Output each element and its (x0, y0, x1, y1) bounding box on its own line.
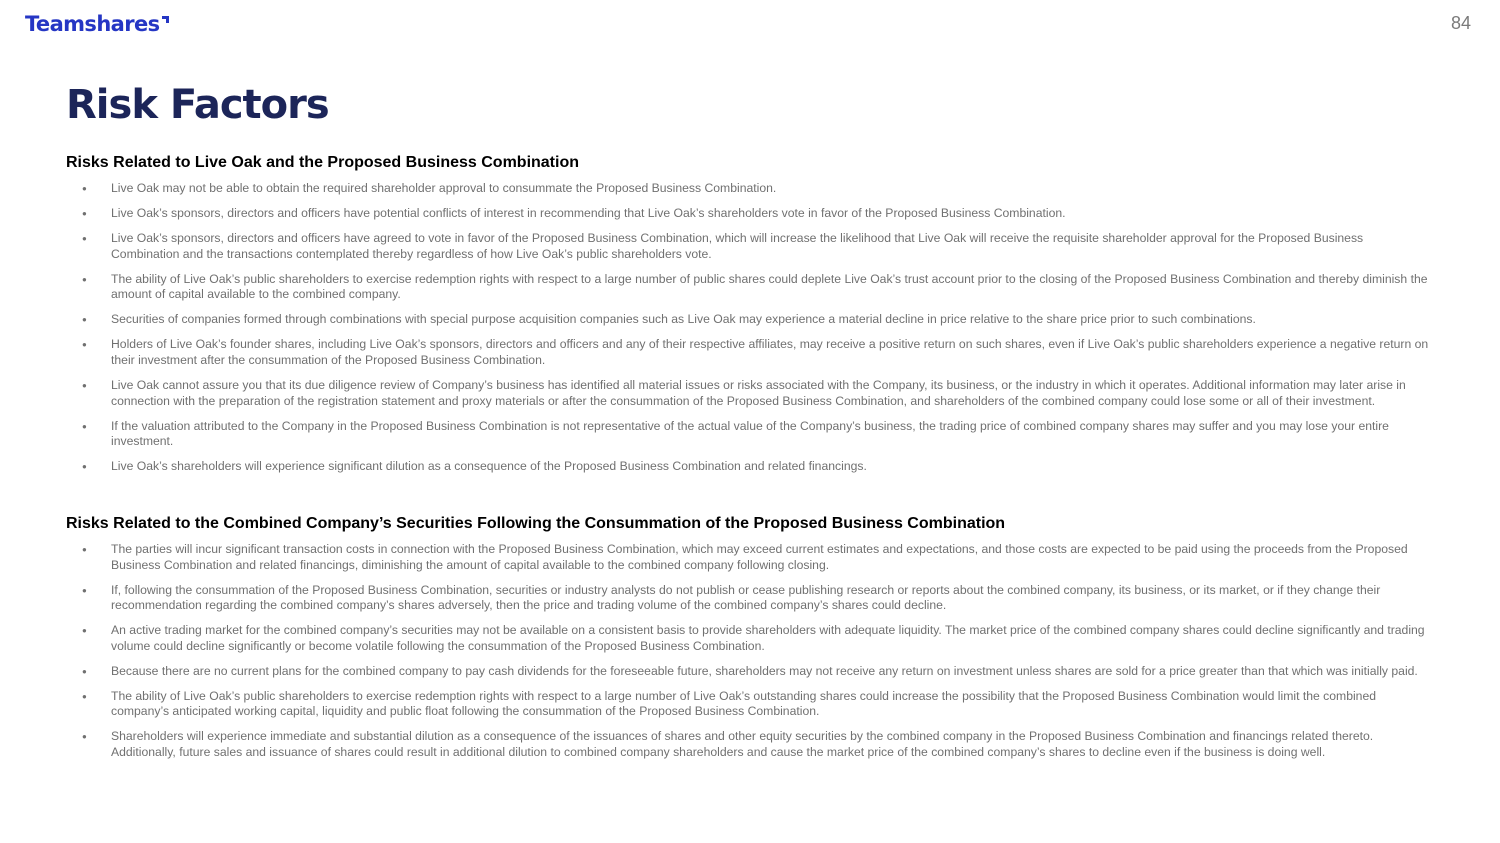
risk-list-item: ● Live Oak may not be able to obtain the required shareholder approval to consummate the Proposed Business Combination. (66, 181, 1430, 197)
section-live-oak-risks (66, 153, 1430, 484)
risk-list-item: ● If the valuation attributed to the Company in the Proposed Business Combination is not representative of the actual value of the Company’s business, the trading price of combined company shares may suffer and you may lose your entire investment. (66, 419, 1430, 450)
logo-text: Teamshares (25, 12, 160, 36)
risk-list-item: ● An active trading market for the combined company’s securities may not be available on a consistent basis to provide shareholders with adequate liquidity. The market price of the combined company shares could decline significantly and trading volume could decline significantly or become volatile following the consummation of the Proposed Business Combination. (66, 623, 1430, 654)
risk-list-item: ● Because there are no current plans for the combined company to pay cash dividends for the foreseeable future, shareholders may not receive any return on investment unless shares are sold for a price greater than that which was initially paid. (66, 664, 1430, 680)
section-combined-company-risks (66, 514, 1430, 770)
risk-list (66, 181, 1430, 475)
teamshares-logo (25, 12, 169, 36)
risk-list-item: ● If, following the consummation of the Proposed Business Combination, securities or industry analysts do not publish or cease publishing research or reports about the combined company, its business, or its market, or if they change their recommendation regarding the combined company’s shares adversely, then the price and trading volume of the combined company’s shares could decline. (66, 583, 1430, 614)
risk-list-item: ● Live Oak cannot assure you that its due diligence review of Company’s business has identified all material issues or risks associated with the Company, its business, or the industry in which it operates. Additional information may later arise in connection with the preparation of the registration statement and proxy materials or after the consummation of the Proposed Business Combination, and shareholders of the combined company could lose some or all of their investment. (66, 378, 1430, 409)
risk-list-item: ● The ability of Live Oak’s public shareholders to exercise redemption rights with respect to a large number of public shares could deplete Live Oak’s trust account prior to the closing of the Proposed Business Combination and thereby diminish the amount of capital available to the combined company. (66, 272, 1430, 303)
risk-list-item: ● The parties will incur significant transaction costs in connection with the Proposed Business Combination, which may exceed current estimates and expectations, and those costs are expected to be paid using the proceeds from the Proposed Business Combination and related financings, diminishing the amount of capital available to the combined company following closing. (66, 542, 1430, 573)
risk-list-item: ● Shareholders will experience immediate and substantial dilution as a consequence of the issuances of shares and other equity securities by the combined company in the Proposed Business Combination and financings related thereto. Additionally, future sales and issuance of shares could result in additional dilution to combined company shareholders and cause the market price of the combined company’s shares to decline even if the business is doing well. (66, 729, 1430, 760)
risk-list-item: ● Live Oak’s sponsors, directors and officers have agreed to vote in favor of the Proposed Business Combination, which will increase the likelihood that Live Oak will receive the requisite shareholder approval for the Proposed Business Combination and the transactions contemplated thereby regardless of how Live Oak’s public shareholders vote. (66, 231, 1430, 262)
risk-list-item: ● Holders of Live Oak’s founder shares, including Live Oak’s sponsors, directors and officers and any of their respective affiliates, may receive a positive return on such shares, even if Live Oak’s public shareholders experience a negative return on their investment after the consummation of the Proposed Business Combination. (66, 337, 1430, 368)
logo-corner-mark-icon (162, 16, 169, 23)
risk-list-item: ● Live Oak’s sponsors, directors and officers have potential conflicts of interest in recommending that Live Oak’s shareholders vote in favor of the Proposed Business Combination. (66, 206, 1430, 222)
section-heading: Risks Related to Live Oak and the Proposed Business Combination (66, 154, 579, 171)
risk-list (66, 542, 1430, 760)
section-heading: Risks Related to the Combined Company’s Securities Following the Consummation of the Proposed Business Combination (66, 515, 1006, 532)
risk-list-item: ● The ability of Live Oak’s public shareholders to exercise redemption rights with respect to a large number of Live Oak’s outstanding shares could increase the possibility that the Proposed Business Combination would limit the combined company’s anticipated working capital, liquidity and public float following the consummation of the Proposed Business Combination. (66, 689, 1430, 720)
page-title: Risk Factors (66, 82, 329, 128)
risk-list-item: ● Live Oak’s shareholders will experience significant dilution as a consequence of the Proposed Business Combination and related financings. (66, 459, 1430, 475)
risk-list-item: ● Securities of companies formed through combinations with special purpose acquisition companies such as Live Oak may experience a material decline in price relative to the share price prior to such combinations. (66, 312, 1430, 328)
page-number: 84 (1450, 13, 1471, 33)
